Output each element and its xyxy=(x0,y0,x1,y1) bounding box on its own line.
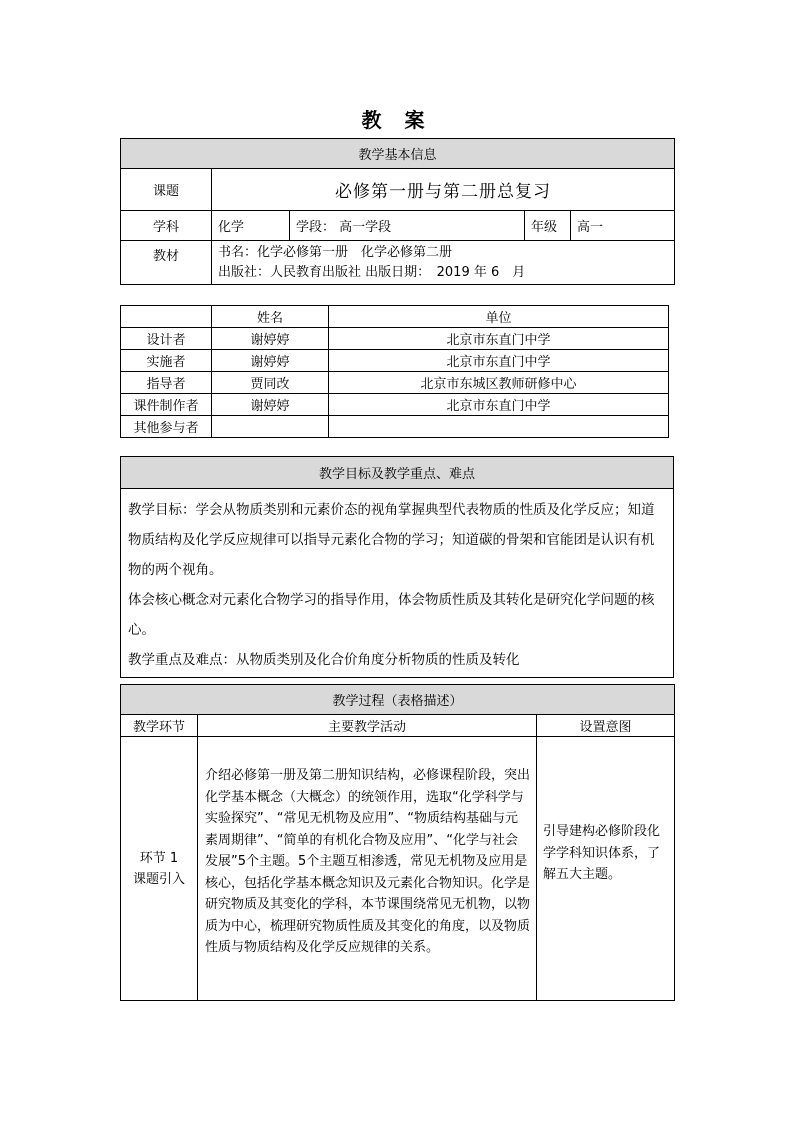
process-row-activity: 介绍必修第一册及第二册知识结构，必修课程阶段，突出化学基本概念（大概念）的统领作用，选取“化学科学与实验探究”、“常见无机物及应用”、“物质结构基础与元素周期律”、“简单的有机化合物及应用”、“化学与社会发展”5个主题。5个主题互相渗透，常见无机物及应用是核心，包括化学基本概念知识及元素化合物知识。化学是研究物质及其变化的学科，本节课围绕常见无机物，以物质为中心，梳理研究物质性质及其变化的角度，以及物质性质与物质结构及化学反应规律的关系。 xyxy=(198,737,537,1001)
subject-label: 学科 xyxy=(121,211,212,241)
people-role: 指导者 xyxy=(121,372,212,394)
people-name: 谢婷婷 xyxy=(212,350,329,372)
textbook-line-1: 书名：化学必修第一册 化学必修第二册 xyxy=(218,245,453,260)
people-unit: 北京市东直门中学 xyxy=(329,350,669,372)
textbook-label: 教材 xyxy=(121,241,212,285)
goals-key-points: 教学重点及难点：从物质类别及化合价角度分析物质的性质及转化 xyxy=(128,652,520,668)
process-col-activity: 主要教学活动 xyxy=(198,715,537,737)
people-role: 其他参与者 xyxy=(121,416,212,438)
people-name xyxy=(212,416,329,438)
process-row-stage xyxy=(121,737,198,1001)
people-table xyxy=(120,305,669,438)
stage-name: 课题引入 xyxy=(132,871,185,887)
people-unit xyxy=(329,416,669,438)
basic-info-header: 教学基本信息 xyxy=(121,139,675,169)
goals-table xyxy=(120,456,674,678)
goals-core-concept: 体会核心概念对元素化合物学习的指导作用，体会物质性质及其转化是研究化学问题的核心。 xyxy=(128,592,655,638)
people-role: 设计者 xyxy=(121,328,212,350)
process-header: 教学过程（表格描述） xyxy=(121,685,675,715)
grade-value: 高一 xyxy=(571,211,675,241)
goals-content xyxy=(121,489,674,678)
document-title: 教 案 xyxy=(361,108,433,132)
people-name: 贾同改 xyxy=(212,372,329,394)
people-unit: 北京市东城区教师研修中心 xyxy=(329,372,669,394)
people-header-empty xyxy=(121,306,212,328)
people-unit: 北京市东直门中学 xyxy=(329,394,669,416)
people-name: 谢婷婷 xyxy=(212,394,329,416)
basic-info-table xyxy=(120,138,675,285)
textbook-line-2: 出版社：人民教育出版社 出版日期： 2019 年 6 月 xyxy=(218,265,526,280)
stage-label: 学段： 高一学段 xyxy=(290,211,525,241)
process-row-intent: 引导建构必修阶段化学学科知识体系，了解五大主题。 xyxy=(537,737,675,1001)
people-col-name: 姓名 xyxy=(212,306,329,328)
subject-value: 化学 xyxy=(212,211,290,241)
goals-objective: 教学目标：学会从物质类别和元素价态的视角掌握典型代表物质的性质及化学反应；知道物质结构及化学反应规律可以指导元素化合物的学习；知道碳的骨架和官能团是认识有机物的两个视角。 xyxy=(128,502,655,578)
people-role: 实施者 xyxy=(121,350,212,372)
topic-label: 课题 xyxy=(121,169,212,211)
people-name: 谢婷婷 xyxy=(212,328,329,350)
people-col-unit: 单位 xyxy=(329,306,669,328)
topic-value: 必修第一册与第二册总复习 xyxy=(212,169,675,211)
process-table xyxy=(120,684,675,1001)
people-role: 课件制作者 xyxy=(121,394,212,416)
textbook-info xyxy=(212,241,675,285)
people-unit: 北京市东直门中学 xyxy=(329,328,669,350)
process-col-stage: 教学环节 xyxy=(121,715,198,737)
grade-label: 年级 xyxy=(525,211,571,241)
process-col-intent: 设置意图 xyxy=(537,715,675,737)
stage-number: 环节 1 xyxy=(139,850,179,866)
goals-header: 教学目标及教学重点、难点 xyxy=(121,457,674,489)
